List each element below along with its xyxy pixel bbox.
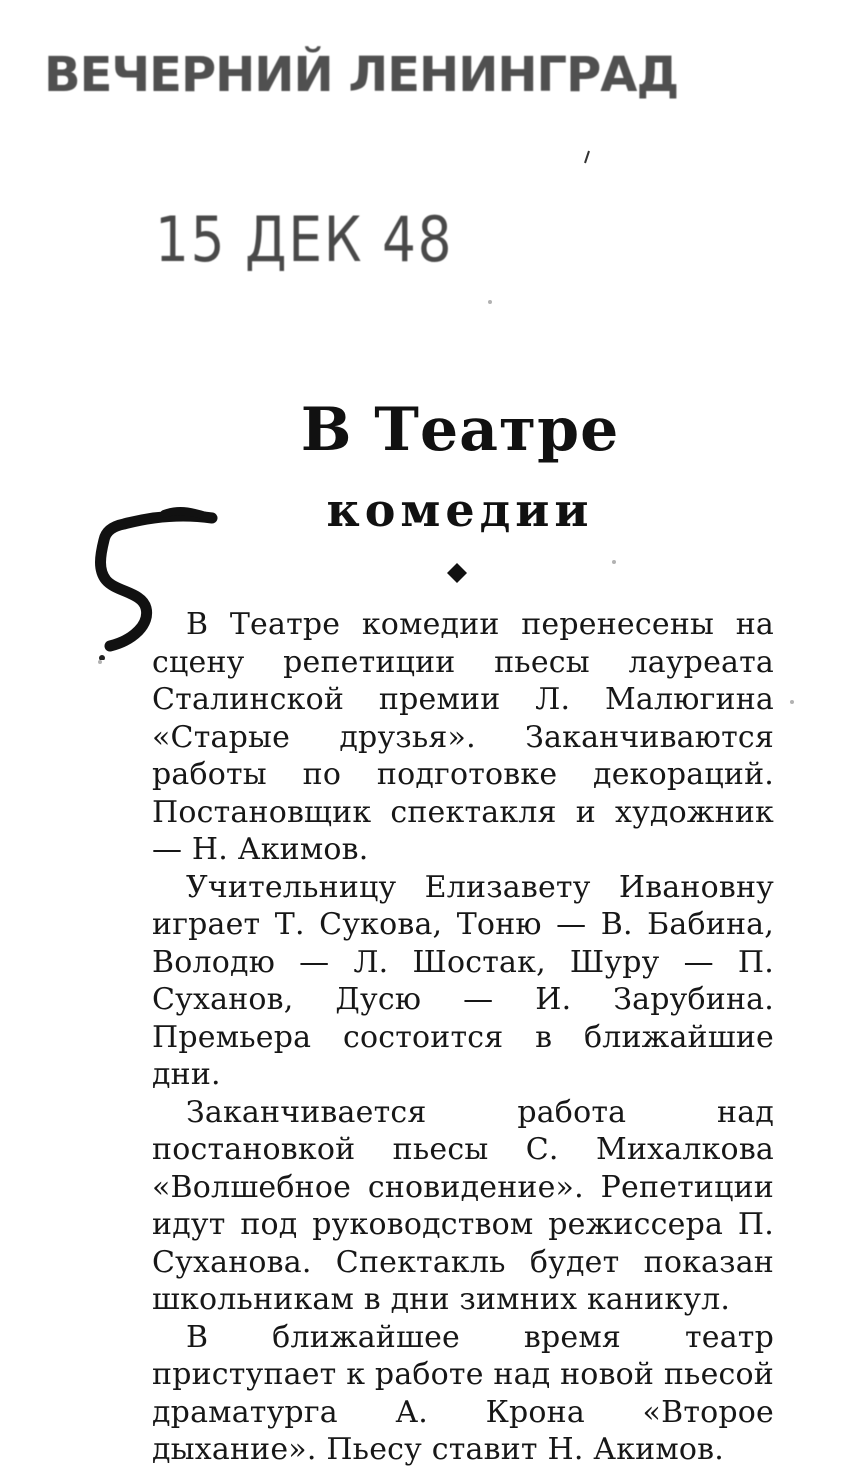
article-paragraph-2: Учительницу Елизавету Ивановну играет Т. Сукова, Тоню — В. Бабина, Володю — Л. Шостак, Шуру — П. Суханов, Дусю — И. Зарубина. Премьера состоится в ближайшие дни.: [152, 869, 774, 1092]
stray-mark: [584, 150, 590, 164]
paper-speck: [612, 560, 616, 564]
article-body: [152, 606, 774, 1469]
paper-speck: [98, 660, 102, 664]
date-stamp: 15 ДЕК 48: [155, 203, 454, 276]
headline-line-2: комедии: [326, 483, 594, 537]
article-paragraph-3: Заканчивается работа над постановкой пьесы С. Михалкова «Волшебное сновидение». Репетиции идут под руководством режиссера П. Суханова. Спектакль будет показан школьникам в дни зимних каникул.: [152, 1094, 774, 1317]
paper-speck: [790, 700, 794, 704]
paper-speck: [488, 300, 492, 304]
article-paragraph-1: В Театре комедии перенесены на сцену репетиции пьесы лауреата Сталинской премии Л. Малюгина «Старые друзья». Заканчиваются работы по подготовке декораций. Постановщик спектакля и художник — Н. Акимов.: [152, 607, 774, 867]
article-paragraph-4: В ближайшее время театр приступает к работе над новой пьесой драматурга А. Крона «Второе дыхание». Пьесу ставит Н. Акимов.: [152, 1319, 774, 1467]
newspaper-name-stamp: ВЕЧЕРНИЙ ЛЕНИНГРАД: [44, 47, 679, 103]
diamond-ornament-icon: [446, 562, 468, 584]
headline-line-1: В Театре: [300, 395, 620, 465]
